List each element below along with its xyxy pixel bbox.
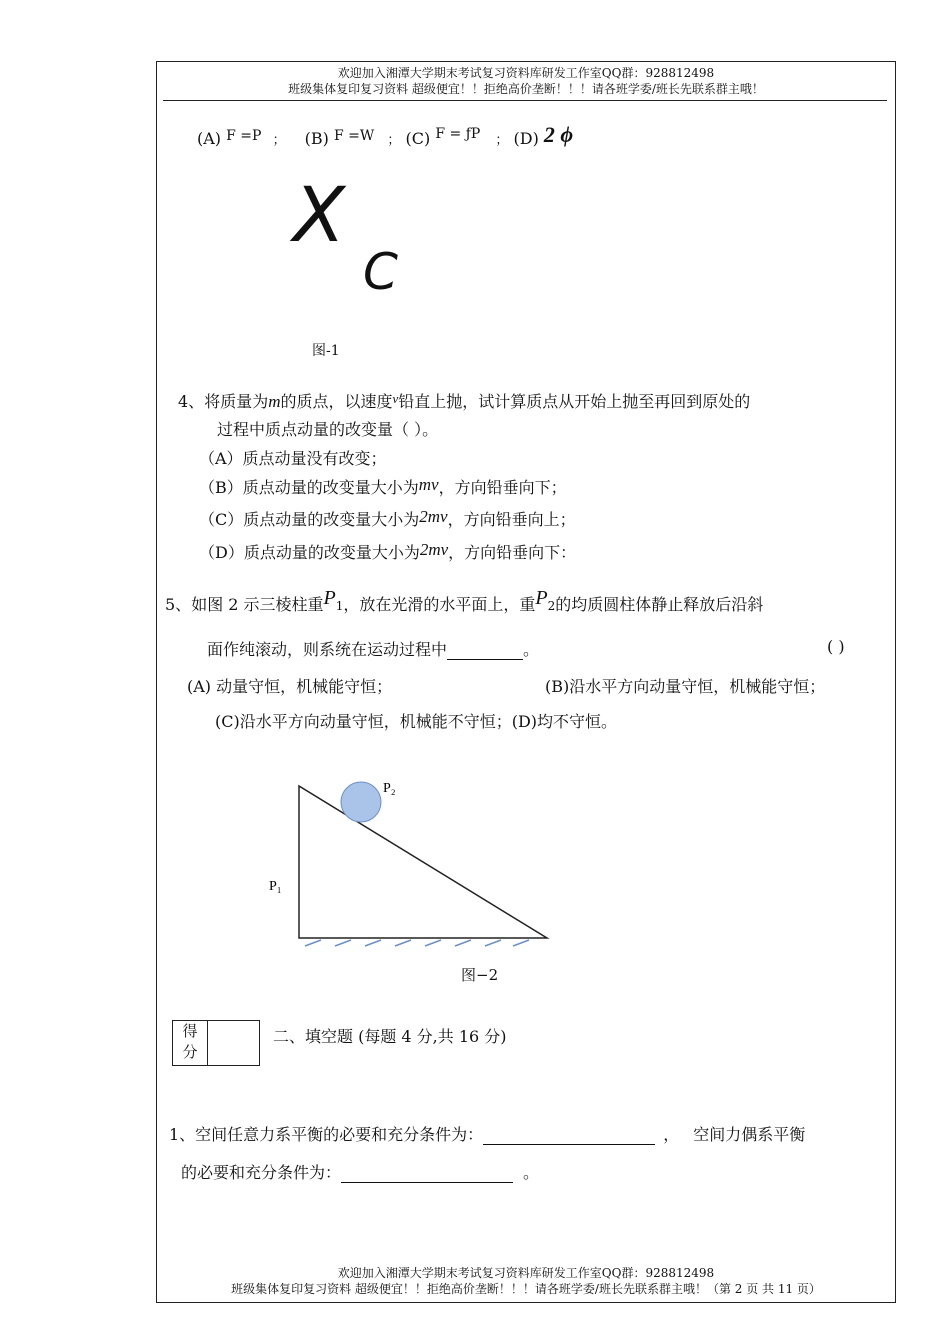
header-rule [163,100,887,101]
fill-q1-text-a: 1、空间任意力系平衡的必要和充分条件为： [169,1125,484,1144]
fill-q1-end: 。 [523,1163,540,1182]
q3-option-b-label: (B) [304,129,329,148]
q4-option-b-post: ，方向铅垂向下； [438,478,567,497]
q3-options-row [197,124,573,150]
q5-answer-blank[interactable] [447,643,523,660]
figure2-ground-hatch [305,940,529,946]
q5-line-2-end: 。 [523,640,540,659]
q3-option-b-expr: F =W [334,128,375,144]
q4-option-d-var: 2mv [419,540,449,559]
q4-option-d [199,540,576,563]
q5-line-2 [207,637,539,660]
figure2-caption: 图−2 [461,966,499,984]
q3-sep-3: ； [495,133,509,148]
footer-line-2: 班级集体复印复习资料 超级便宜！！拒绝高价垄断！！！请各班学委/班长先联系群主哦！（第 2 页 共 11 页） [231,1282,821,1296]
page-frame [156,61,896,1303]
q5-text-a: 如图 2 示三棱柱重 [191,595,324,614]
figure2-label-p1: P₁ [269,879,282,894]
q4-var-v: v [392,391,399,406]
header-line-2: 班级集体复印复习资料 超级便宜！！拒绝高价垄断！！！请各班学委/班长先联系群主哦！ [288,82,764,96]
fill-q1-text-c: 的必要和充分条件为： [181,1163,342,1182]
q5-text-c: 的均质圆柱体静止释放后沿斜 [555,595,764,614]
q3-option-d-label: (D) [513,129,539,148]
footer-line-1: 欢迎加入湘潭大学期末考试复习资料库研发工作室QQ群：928812498 [337,1266,715,1280]
score-label [173,1021,208,1065]
q4-option-b-text: （B）质点动量的改变量大小为 [199,478,419,497]
q4-option-b [199,475,567,498]
q3-option-c-label: (C) [405,129,431,148]
q5-p1-var: P [323,587,336,609]
q4-line-1 [178,389,750,412]
q3-sep-2: ； [387,133,401,148]
q5-line-2-text: 面作纯滚动，则系统在运动过程中 [207,640,448,659]
q5-p1-sub: 1 [335,599,344,613]
fill-q1-blank-2[interactable] [341,1166,513,1183]
figure2-label-p2: P₂ [383,781,396,796]
q4-option-a: （A）质点动量没有改变； [199,449,387,468]
fill-q1-blank-1[interactable] [483,1128,655,1145]
q4-text-a: 将质量为 [204,392,269,411]
q5-p2-var: P [535,587,548,609]
score-box [172,1020,260,1066]
q5-option-b: (B)沿水平方向动量守恒，机械能守恒； [545,677,826,696]
q5-p2-sub: 2 [547,599,556,613]
header-line-1: 欢迎加入湘潭大学期末考试复习资料库研发工作室QQ群：928812498 [337,66,715,80]
q5-text-b: ，放在光滑的水平面上，重 [343,595,536,614]
q4-line-2: 过程中质点动量的改变量（ ）。 [217,420,439,439]
q5-line-1 [165,587,764,616]
q4-option-c-text: （C）质点动量的改变量大小为 [199,510,420,529]
figure2-cylinder [341,782,381,822]
score-label-top: 得 [182,1022,198,1040]
q3-option-c-expr: F = ƒP [435,126,481,142]
q4-option-b-var: mv [418,475,439,494]
q4-number: 4、 [178,392,205,411]
section2-title: 二、填空题 (每题 4 分,共 16 分) [273,1027,507,1046]
q3-option-a-label: (A) [197,129,222,148]
q5-number: 5、 [165,595,192,614]
q3-option-a-expr: F =P [226,128,262,144]
q5-answer-paren: ( ) [827,637,845,656]
score-label-bottom: 分 [182,1043,198,1061]
q4-text-b: 的质点，以速度 [280,392,393,411]
q4-option-c [199,507,576,530]
figure2-diagram [257,772,557,972]
q4-option-d-text: （D）质点动量的改变量大小为 [199,543,420,562]
figure1-symbol-x: X [293,170,346,259]
q3-option-d-expr: 2 ϕ [543,122,574,147]
fill-q1-line-2 [181,1160,539,1183]
q4-option-c-post: ，方向铅垂向上； [447,510,576,529]
fill-q1-line-1 [169,1122,805,1145]
figure2-prism [299,786,547,938]
q5-option-c-d: (C)沿水平方向动量守恒，机械能不守恒；(D)均不守恒。 [215,712,618,731]
q4-option-d-post: ，方向铅垂向下： [448,543,577,562]
figure1-caption: 图-1 [312,343,340,359]
q4-option-c-var: 2mv [419,507,448,526]
q5-option-a: (A) 动量守恒，机械能守恒； [187,677,393,696]
fill-q1-comma: ， [663,1125,680,1144]
fill-q1-text-b: 空间力偶系平衡 [693,1125,806,1144]
q3-sep-1: ； [272,133,286,148]
q4-var-m: m [268,392,281,411]
q4-text-c: 铅直上抛，试计算质点从开始上抛至再回到原处的 [398,392,751,411]
figure1-symbol-c: C [363,243,398,301]
score-input-cell[interactable] [208,1021,259,1065]
